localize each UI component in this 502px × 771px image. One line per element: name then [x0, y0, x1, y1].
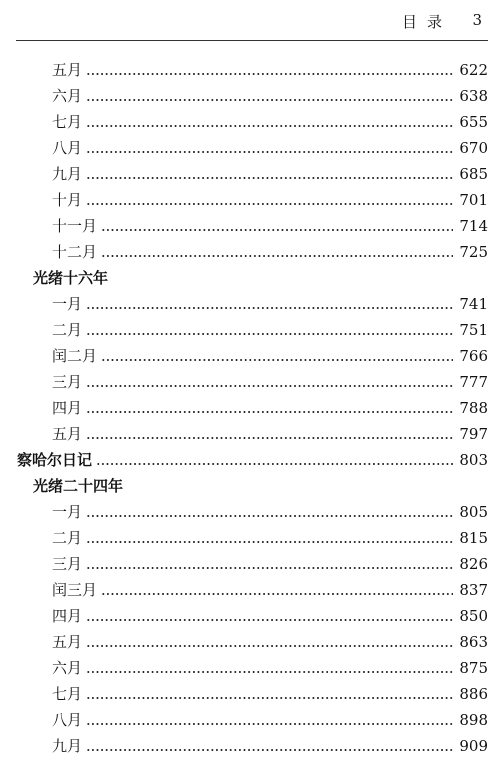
toc-section-entry[interactable] — [0, 447, 502, 473]
toc-entry[interactable] — [0, 343, 502, 369]
toc-entry[interactable] — [0, 83, 502, 109]
header-page-number: 3 — [472, 11, 482, 29]
toc-entry-page-number: 797 — [459, 425, 488, 443]
toc-entry-page-number: 898 — [459, 711, 488, 729]
toc-entry-page-number: 622 — [459, 61, 488, 79]
toc-entry-page-number: 803 — [459, 451, 488, 469]
toc-entry-label: 六月 — [52, 87, 83, 105]
toc-entry-page-number: 638 — [459, 87, 488, 105]
toc-entry[interactable] — [0, 551, 502, 577]
dot-leader — [86, 202, 453, 206]
toc-entry[interactable] — [0, 109, 502, 135]
toc-entry-page-number: 837 — [459, 581, 488, 599]
toc-entry-page-number: 815 — [459, 529, 488, 547]
toc-entry[interactable] — [0, 369, 502, 395]
toc-year-heading — [0, 265, 502, 291]
toc-entry[interactable] — [0, 421, 502, 447]
dot-leader — [96, 462, 453, 466]
toc-year-heading — [0, 473, 502, 499]
dot-leader — [101, 358, 453, 362]
dot-leader — [101, 254, 453, 258]
toc-entry[interactable] — [0, 161, 502, 187]
dot-leader — [86, 514, 453, 518]
dot-leader — [86, 670, 453, 674]
page-header — [16, 0, 488, 41]
dot-leader — [86, 306, 453, 310]
dot-leader — [86, 696, 453, 700]
toc-entry-label: 八月 — [52, 711, 83, 729]
dot-leader — [86, 384, 453, 388]
table-of-contents — [0, 57, 502, 759]
toc-entry-page-number: 766 — [459, 347, 488, 365]
toc-entry-label: 八月 — [52, 139, 83, 157]
toc-entry-label: 七月 — [52, 113, 83, 131]
toc-entry[interactable] — [0, 239, 502, 265]
toc-entry-page-number: 741 — [459, 295, 488, 313]
toc-entry-page-number: 875 — [459, 659, 488, 677]
toc-entry-page-number: 777 — [459, 373, 488, 391]
toc-entry-label: 四月 — [52, 607, 83, 625]
toc-entry-label: 察哈尔日记 — [17, 451, 93, 469]
toc-entry-page-number: 751 — [459, 321, 488, 339]
toc-entry[interactable] — [0, 395, 502, 421]
toc-entry[interactable] — [0, 655, 502, 681]
toc-entry-label: 五月 — [52, 61, 83, 79]
dot-leader — [86, 644, 453, 648]
toc-entry[interactable] — [0, 525, 502, 551]
toc-entry-page-number: 714 — [459, 217, 488, 235]
toc-entry-label: 九月 — [52, 737, 83, 755]
toc-entry[interactable] — [0, 499, 502, 525]
toc-entry[interactable] — [0, 707, 502, 733]
toc-entry[interactable] — [0, 577, 502, 603]
dot-leader — [86, 98, 453, 102]
toc-entry-label: 二月 — [52, 529, 83, 547]
dot-leader — [86, 436, 453, 440]
toc-entry[interactable] — [0, 213, 502, 239]
toc-entry-label: 七月 — [52, 685, 83, 703]
toc-entry-page-number: 788 — [459, 399, 488, 417]
toc-entry-label: 光绪二十四年 — [33, 477, 124, 495]
toc-entry-label: 十月 — [52, 191, 83, 209]
dot-leader — [86, 150, 453, 154]
toc-entry-page-number: 805 — [459, 503, 488, 521]
toc-entry-page-number: 886 — [459, 685, 488, 703]
toc-entry-page-number: 863 — [459, 633, 488, 651]
toc-entry-label: 一月 — [52, 295, 83, 313]
toc-entry-label: 四月 — [52, 399, 83, 417]
toc-entry-label: 三月 — [52, 373, 83, 391]
toc-entry-label: 十一月 — [52, 217, 98, 235]
dot-leader — [86, 540, 453, 544]
toc-entry[interactable] — [0, 135, 502, 161]
dot-leader — [101, 228, 453, 232]
toc-entry-label: 光绪十六年 — [33, 269, 109, 287]
toc-entry-label: 闰二月 — [52, 347, 98, 365]
toc-entry[interactable] — [0, 629, 502, 655]
toc-entry-label: 九月 — [52, 165, 83, 183]
toc-entry-page-number: 826 — [459, 555, 488, 573]
dot-leader — [86, 722, 453, 726]
header-title: 目录 — [401, 13, 452, 31]
toc-entry-page-number: 725 — [459, 243, 488, 261]
toc-entry-page-number: 685 — [459, 165, 488, 183]
toc-entry-label: 十二月 — [52, 243, 98, 261]
dot-leader — [86, 332, 453, 336]
toc-entry-page-number: 850 — [459, 607, 488, 625]
toc-entry-page-number: 670 — [459, 139, 488, 157]
toc-entry-label: 二月 — [52, 321, 83, 339]
toc-entry-label: 闰三月 — [52, 581, 98, 599]
toc-entry-page-number: 655 — [459, 113, 488, 131]
toc-entry[interactable] — [0, 291, 502, 317]
toc-entry-label: 五月 — [52, 425, 83, 443]
toc-entry[interactable] — [0, 603, 502, 629]
toc-entry[interactable] — [0, 57, 502, 83]
dot-leader — [101, 592, 453, 596]
toc-entry[interactable] — [0, 187, 502, 213]
dot-leader — [86, 72, 453, 76]
dot-leader — [86, 410, 453, 414]
toc-entry-label: 六月 — [52, 659, 83, 677]
toc-entry[interactable] — [0, 733, 502, 759]
toc-entry-label: 三月 — [52, 555, 83, 573]
dot-leader — [86, 748, 453, 752]
dot-leader — [86, 566, 453, 570]
toc-entry[interactable] — [0, 317, 502, 343]
dot-leader — [86, 176, 453, 180]
toc-entry-page-number: 701 — [459, 191, 488, 209]
toc-entry-label: 一月 — [52, 503, 83, 521]
dot-leader — [86, 618, 453, 622]
toc-entry[interactable] — [0, 681, 502, 707]
dot-leader — [86, 124, 453, 128]
toc-entry-label: 五月 — [52, 633, 83, 651]
toc-entry-page-number: 909 — [459, 737, 488, 755]
